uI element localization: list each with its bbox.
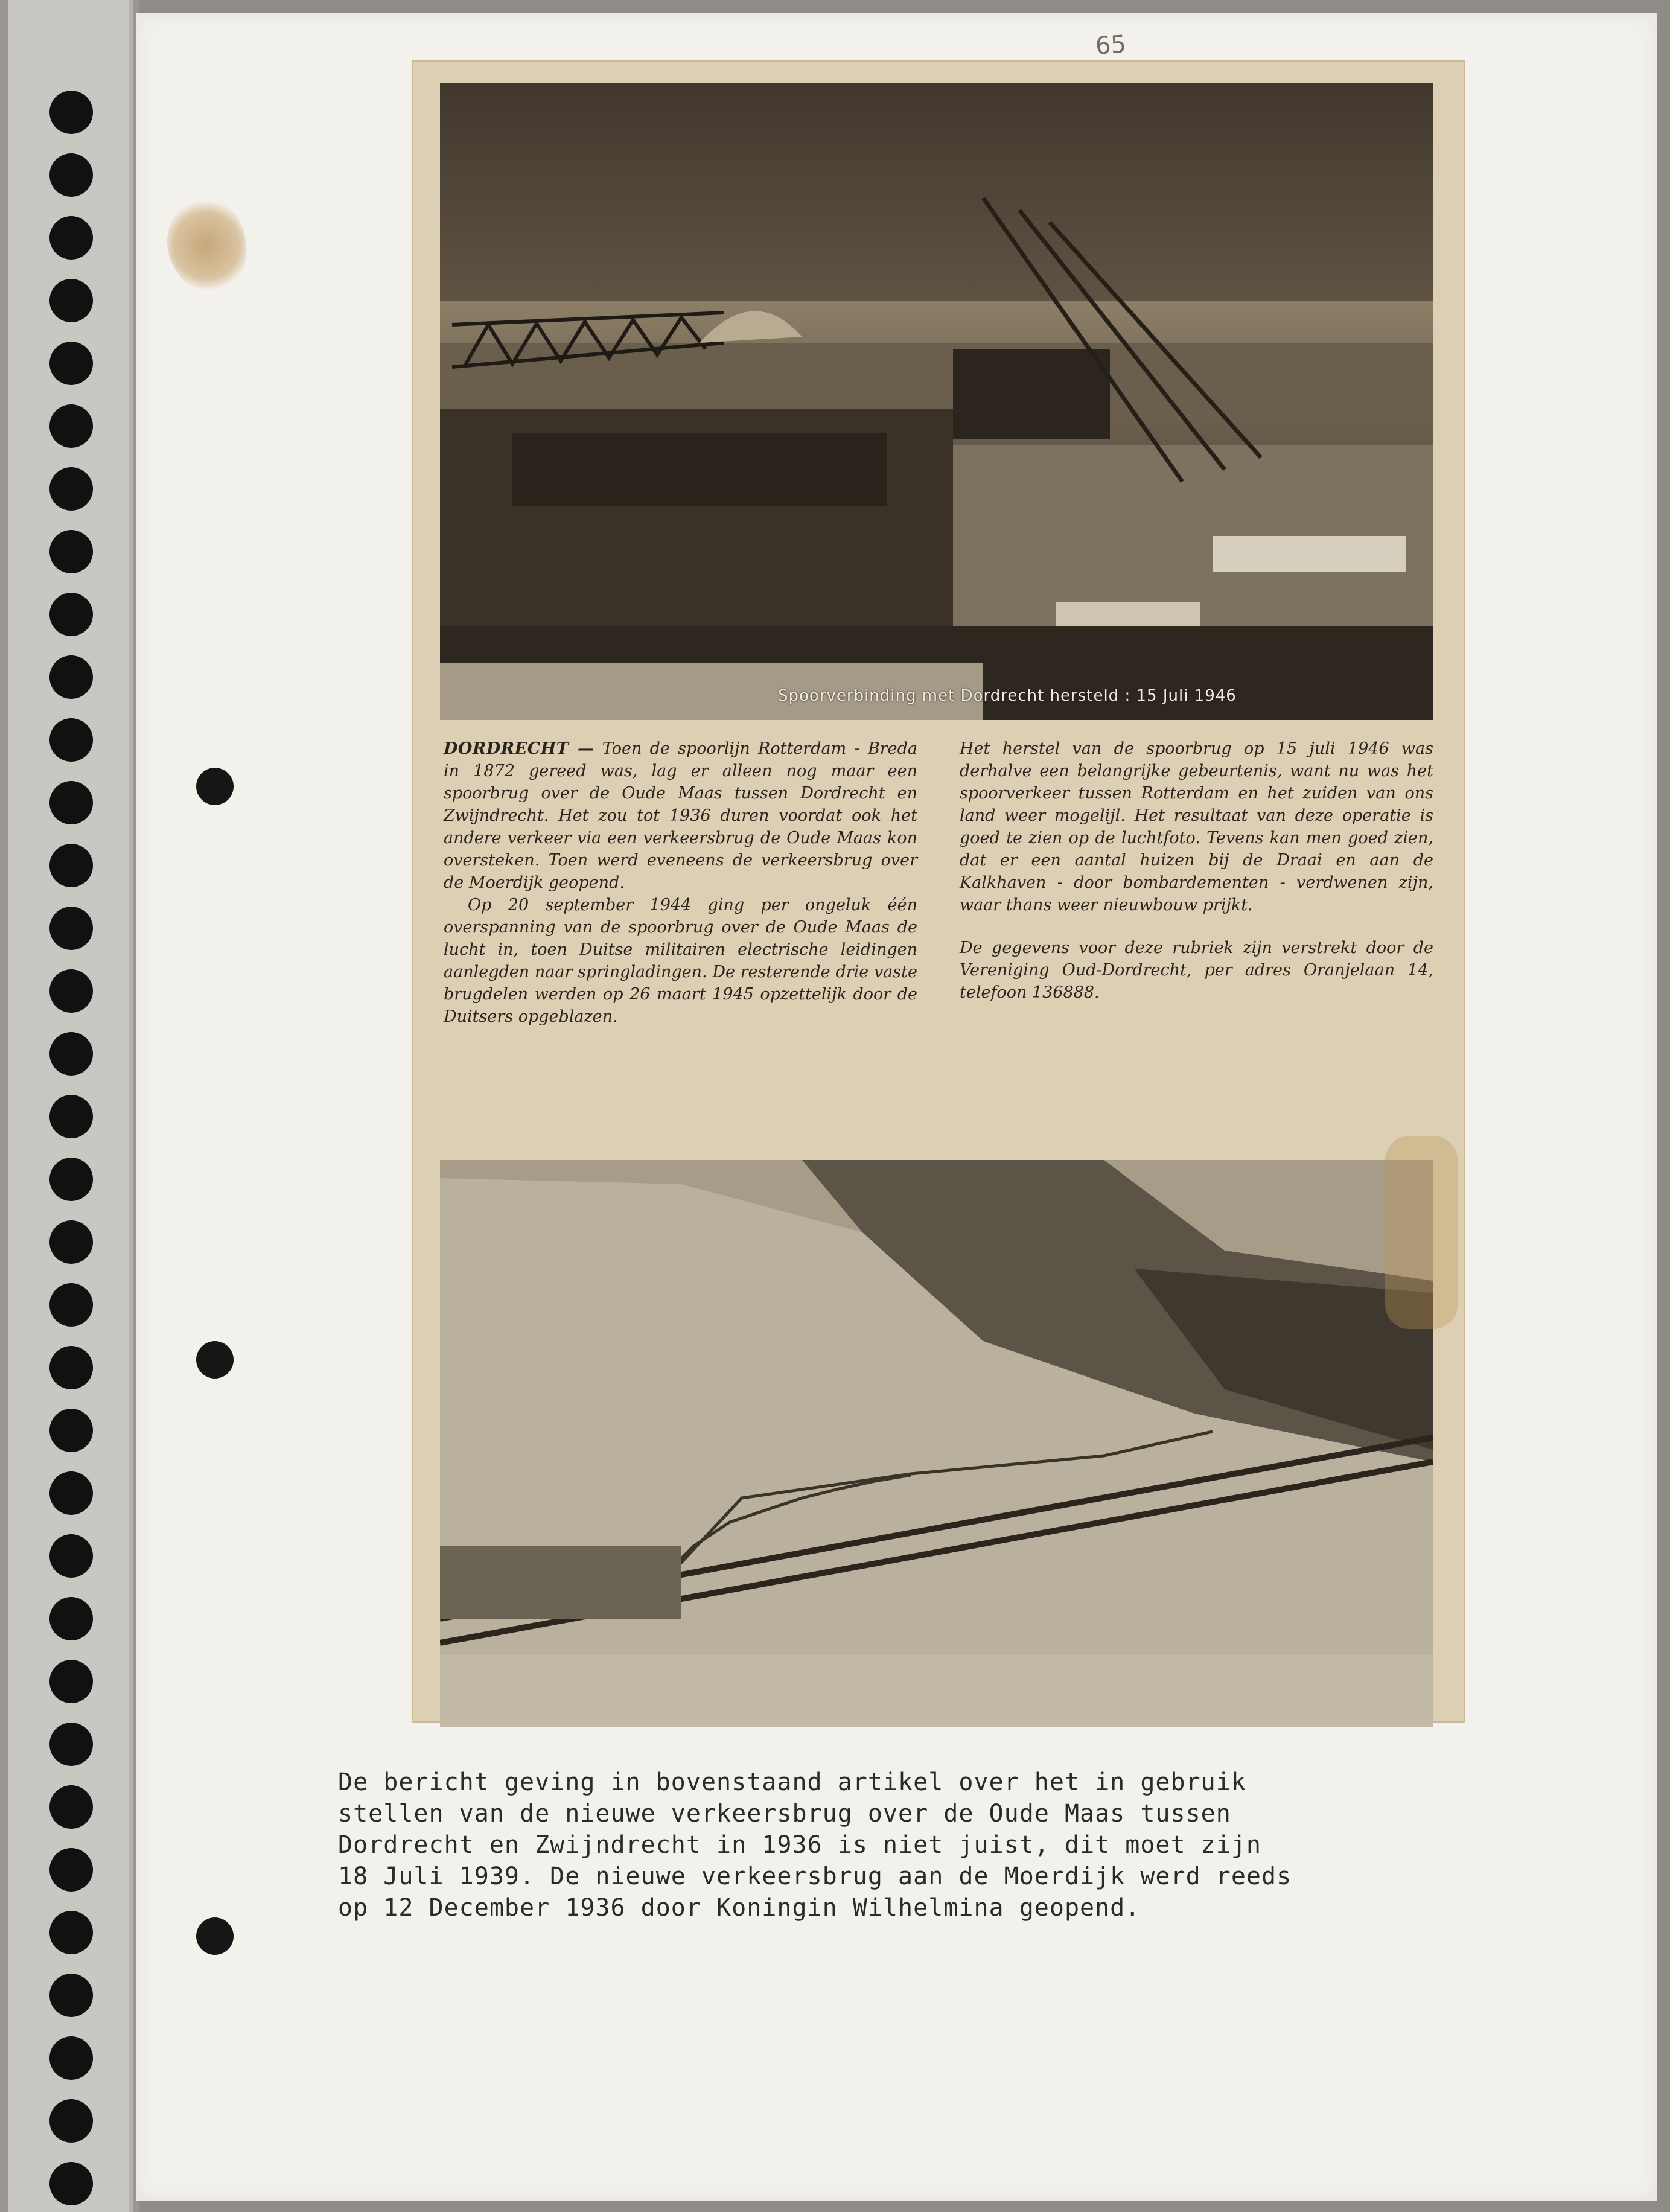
punch-hole xyxy=(196,1917,234,1955)
binder-hole xyxy=(49,1032,93,1076)
article-paragraph xyxy=(444,738,917,894)
punch-hole xyxy=(196,1341,234,1379)
photo-caption: Spoorverbinding met Dordrecht hersteld : 15 Juli 1946 xyxy=(778,687,1237,705)
aerial-photo-bridges xyxy=(440,1160,1433,1727)
punch-hole xyxy=(196,768,234,805)
typewritten-note xyxy=(338,1767,1636,1924)
page-number: 65 xyxy=(1094,30,1127,60)
binder-hole xyxy=(49,1974,93,2017)
binder-hole xyxy=(49,2162,93,2205)
binder-hole xyxy=(49,1723,93,1766)
binder-hole xyxy=(49,1534,93,1578)
article-credit: De gegevens voor deze rubriek zijn verstrekt door de Vereniging Oud-Dordrecht, per adres Oranjelaan 14, telefoon 136888. xyxy=(960,939,1433,1002)
note-line: 18 Juli 1939. De nieuwe verkeersbrug aan de Moerdijk werd reeds xyxy=(338,1863,1292,1890)
article-body xyxy=(444,738,1433,1172)
binder-hole xyxy=(49,969,93,1013)
binder-hole xyxy=(49,2036,93,2080)
binder-hole xyxy=(49,216,93,260)
aerial-photo-graphic xyxy=(440,1160,1433,1727)
binder-hole xyxy=(49,1911,93,1954)
binder-hole xyxy=(49,404,93,448)
article-paragraph: Op 20 september 1944 ging per ongeluk één overspanning van de spoorbrug over de Oude Maas de lucht in, toen Duitse militairen electrische leidingen aanlegden naar springladingen. De resterende drie vaste brugdelen werden op 26 maart 1945 opzettelijk door de Duitsers opgeblazen. xyxy=(444,896,917,1026)
harbour-photo-graphic xyxy=(440,83,1433,720)
binder-hole xyxy=(49,781,93,824)
stain xyxy=(167,200,246,291)
binder-hole xyxy=(49,1471,93,1515)
binder-hole xyxy=(49,2099,93,2143)
binder-hole xyxy=(49,655,93,699)
article-column-left xyxy=(444,738,917,1172)
binder-hole xyxy=(49,907,93,950)
binder-hole xyxy=(49,279,93,322)
photo-railway-bridge-1946 xyxy=(440,83,1433,720)
binder-hole xyxy=(49,530,93,573)
binder-hole xyxy=(49,718,93,762)
binder-hole xyxy=(49,1220,93,1264)
binder-hole xyxy=(49,1095,93,1138)
binder-hole xyxy=(49,1346,93,1389)
binder-hole xyxy=(49,844,93,887)
tape-stain xyxy=(1385,1136,1458,1329)
newspaper-clipping xyxy=(413,62,1464,1721)
binder-hole xyxy=(49,467,93,511)
binder-hole xyxy=(49,1785,93,1829)
binder-hole xyxy=(49,91,93,134)
note-line: op 12 December 1936 door Koningin Wilhelmina geopend. xyxy=(338,1894,1141,1922)
binder-hole xyxy=(49,1283,93,1327)
note-line: stellen van de nieuwe verkeersbrug over de Oude Maas tussen xyxy=(338,1800,1231,1828)
note-line: De bericht geving in bovenstaand artikel over het in gebruik xyxy=(338,1768,1246,1796)
binder-hole xyxy=(49,1597,93,1640)
binder-hole xyxy=(49,593,93,636)
article-paragraph: Het herstel van de spoorbrug op 15 juli 1946 was derhalve een belangrijke gebeurtenis, want nu was het spoorverkeer tussen Rotterdam en het zuiden van ons land weer mogelijl. Het resultaat van deze operatie is goed te zien op de luchtfoto. Tevens kan men goed zien, dat er een aantal huizen bij de Draai en aan de Kalkhaven - door bombardementen - verdwenen zijn, waar thans weer nieuwbouw prijkt. xyxy=(960,739,1433,914)
binder-hole xyxy=(49,1660,93,1703)
binder-hole xyxy=(49,153,93,197)
note-line: Dordrecht en Zwijndrecht in 1936 is niet juist, dit moet zijn xyxy=(338,1831,1262,1859)
article-text: Toen de spoorlijn Rotterdam - Breda in 1872 gereed was, lag er alleen nog maar een spoorbrug over de Oude Maas tussen Dordrecht en Zwijndrecht. Het zou tot 1936 duren voordat ook het andere verkeer via een verkeersbrug de Oude Maas kon oversteken. Toen werd eveneens de verkeersbrug over de Moerdijk geopend. xyxy=(444,739,917,892)
article-column-right xyxy=(960,738,1433,1172)
album-page xyxy=(136,13,1657,2201)
binder-hole xyxy=(49,342,93,385)
binder-hole xyxy=(49,1848,93,1892)
binder-hole xyxy=(49,1158,93,1201)
dateline: DORDRECHT — xyxy=(444,739,594,758)
binder-hole xyxy=(49,1409,93,1452)
